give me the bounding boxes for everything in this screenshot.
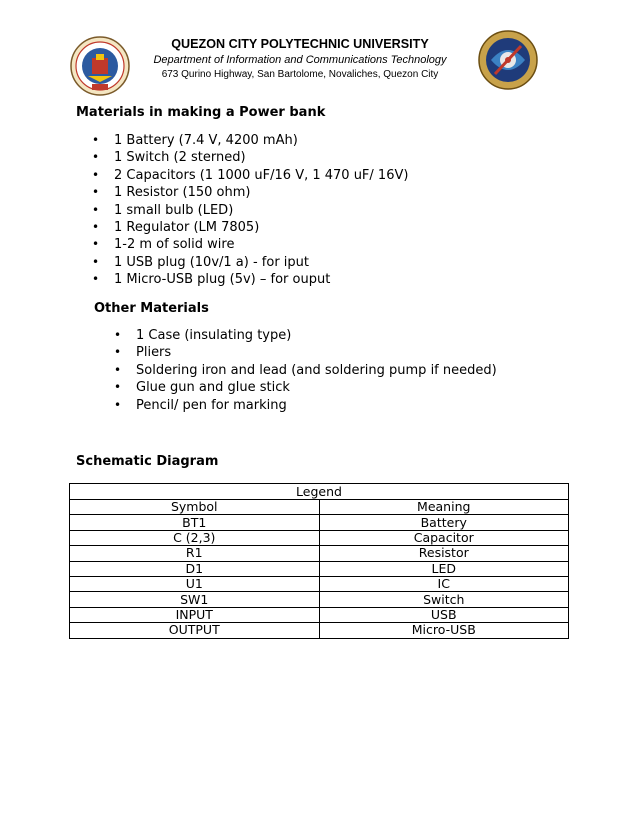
symbol-cell: BT1 (70, 515, 320, 530)
list-item: • 1 Regulator (LM 7805) (90, 219, 408, 236)
list-item: • Pliers (112, 344, 497, 361)
list-item: • 1 Battery (7.4 V, 4200 mAh) (90, 132, 408, 149)
column-header-symbol: Symbol (70, 500, 320, 515)
letterhead (150, 36, 450, 82)
column-header-meaning: Meaning (319, 500, 569, 515)
department-seal-icon (475, 30, 541, 90)
section-title-other-materials: Other Materials (94, 301, 209, 316)
table-row (70, 515, 569, 530)
symbol-cell: INPUT (70, 607, 320, 622)
legend-body (70, 515, 569, 638)
list-item: • 1 Micro-USB plug (5v) – for ouput (90, 271, 408, 288)
symbol-cell: R1 (70, 546, 320, 561)
symbol-cell: SW1 (70, 592, 320, 607)
list-item: • 2 Capacitors (1 1000 uF/16 V, 1 470 uF/ 16V) (90, 167, 408, 184)
section-title-schematic: Schematic Diagram (76, 454, 219, 469)
meaning-cell: Resistor (319, 546, 569, 561)
list-item: • 1 small bulb (LED) (90, 202, 408, 219)
symbol-cell: OUTPUT (70, 623, 320, 638)
list-item: • 1 Case (insulating type) (112, 327, 497, 344)
university-name: QUEZON CITY POLYTECHNIC UNIVERSITY (171, 37, 429, 51)
section-title-materials: Materials in making a Power bank (76, 105, 326, 120)
symbol-cell: U1 (70, 576, 320, 591)
meaning-cell: IC (319, 576, 569, 591)
table-row (70, 546, 569, 561)
department-name: Department of Information and Communications Technology (153, 54, 447, 66)
list-item: • Pencil/ pen for marking (112, 397, 497, 414)
table-row (70, 607, 569, 622)
table-row (70, 561, 569, 576)
meaning-cell: Switch (319, 592, 569, 607)
table-row (70, 592, 569, 607)
list-item: • Soldering iron and lead (and soldering pump if needed) (112, 362, 497, 379)
meaning-cell: Micro-USB (319, 623, 569, 638)
symbol-cell: C (2,3) (70, 530, 320, 545)
list-item: • Glue gun and glue stick (112, 379, 497, 396)
meaning-cell: Battery (319, 515, 569, 530)
table-row (70, 623, 569, 638)
other-materials-list (112, 327, 497, 414)
table-row (70, 576, 569, 591)
symbol-cell: D1 (70, 561, 320, 576)
university-seal-icon (70, 36, 130, 96)
list-item: • 1 Switch (2 sterned) (90, 149, 408, 166)
meaning-cell: USB (319, 607, 569, 622)
list-item: • 1 USB plug (10v/1 a) - for iput (90, 254, 408, 271)
list-item: • 1 Resistor (150 ohm) (90, 184, 408, 201)
materials-list (90, 132, 408, 289)
table-row (70, 530, 569, 545)
meaning-cell: Capacitor (319, 530, 569, 545)
meaning-cell: LED (319, 561, 569, 576)
list-item: • 1-2 m of solid wire (90, 236, 408, 253)
address: 673 Qurino Highway, San Bartolome, Novaliches, Quezon City (161, 69, 439, 80)
legend-table (69, 483, 569, 639)
legend-caption: Legend (70, 484, 569, 500)
